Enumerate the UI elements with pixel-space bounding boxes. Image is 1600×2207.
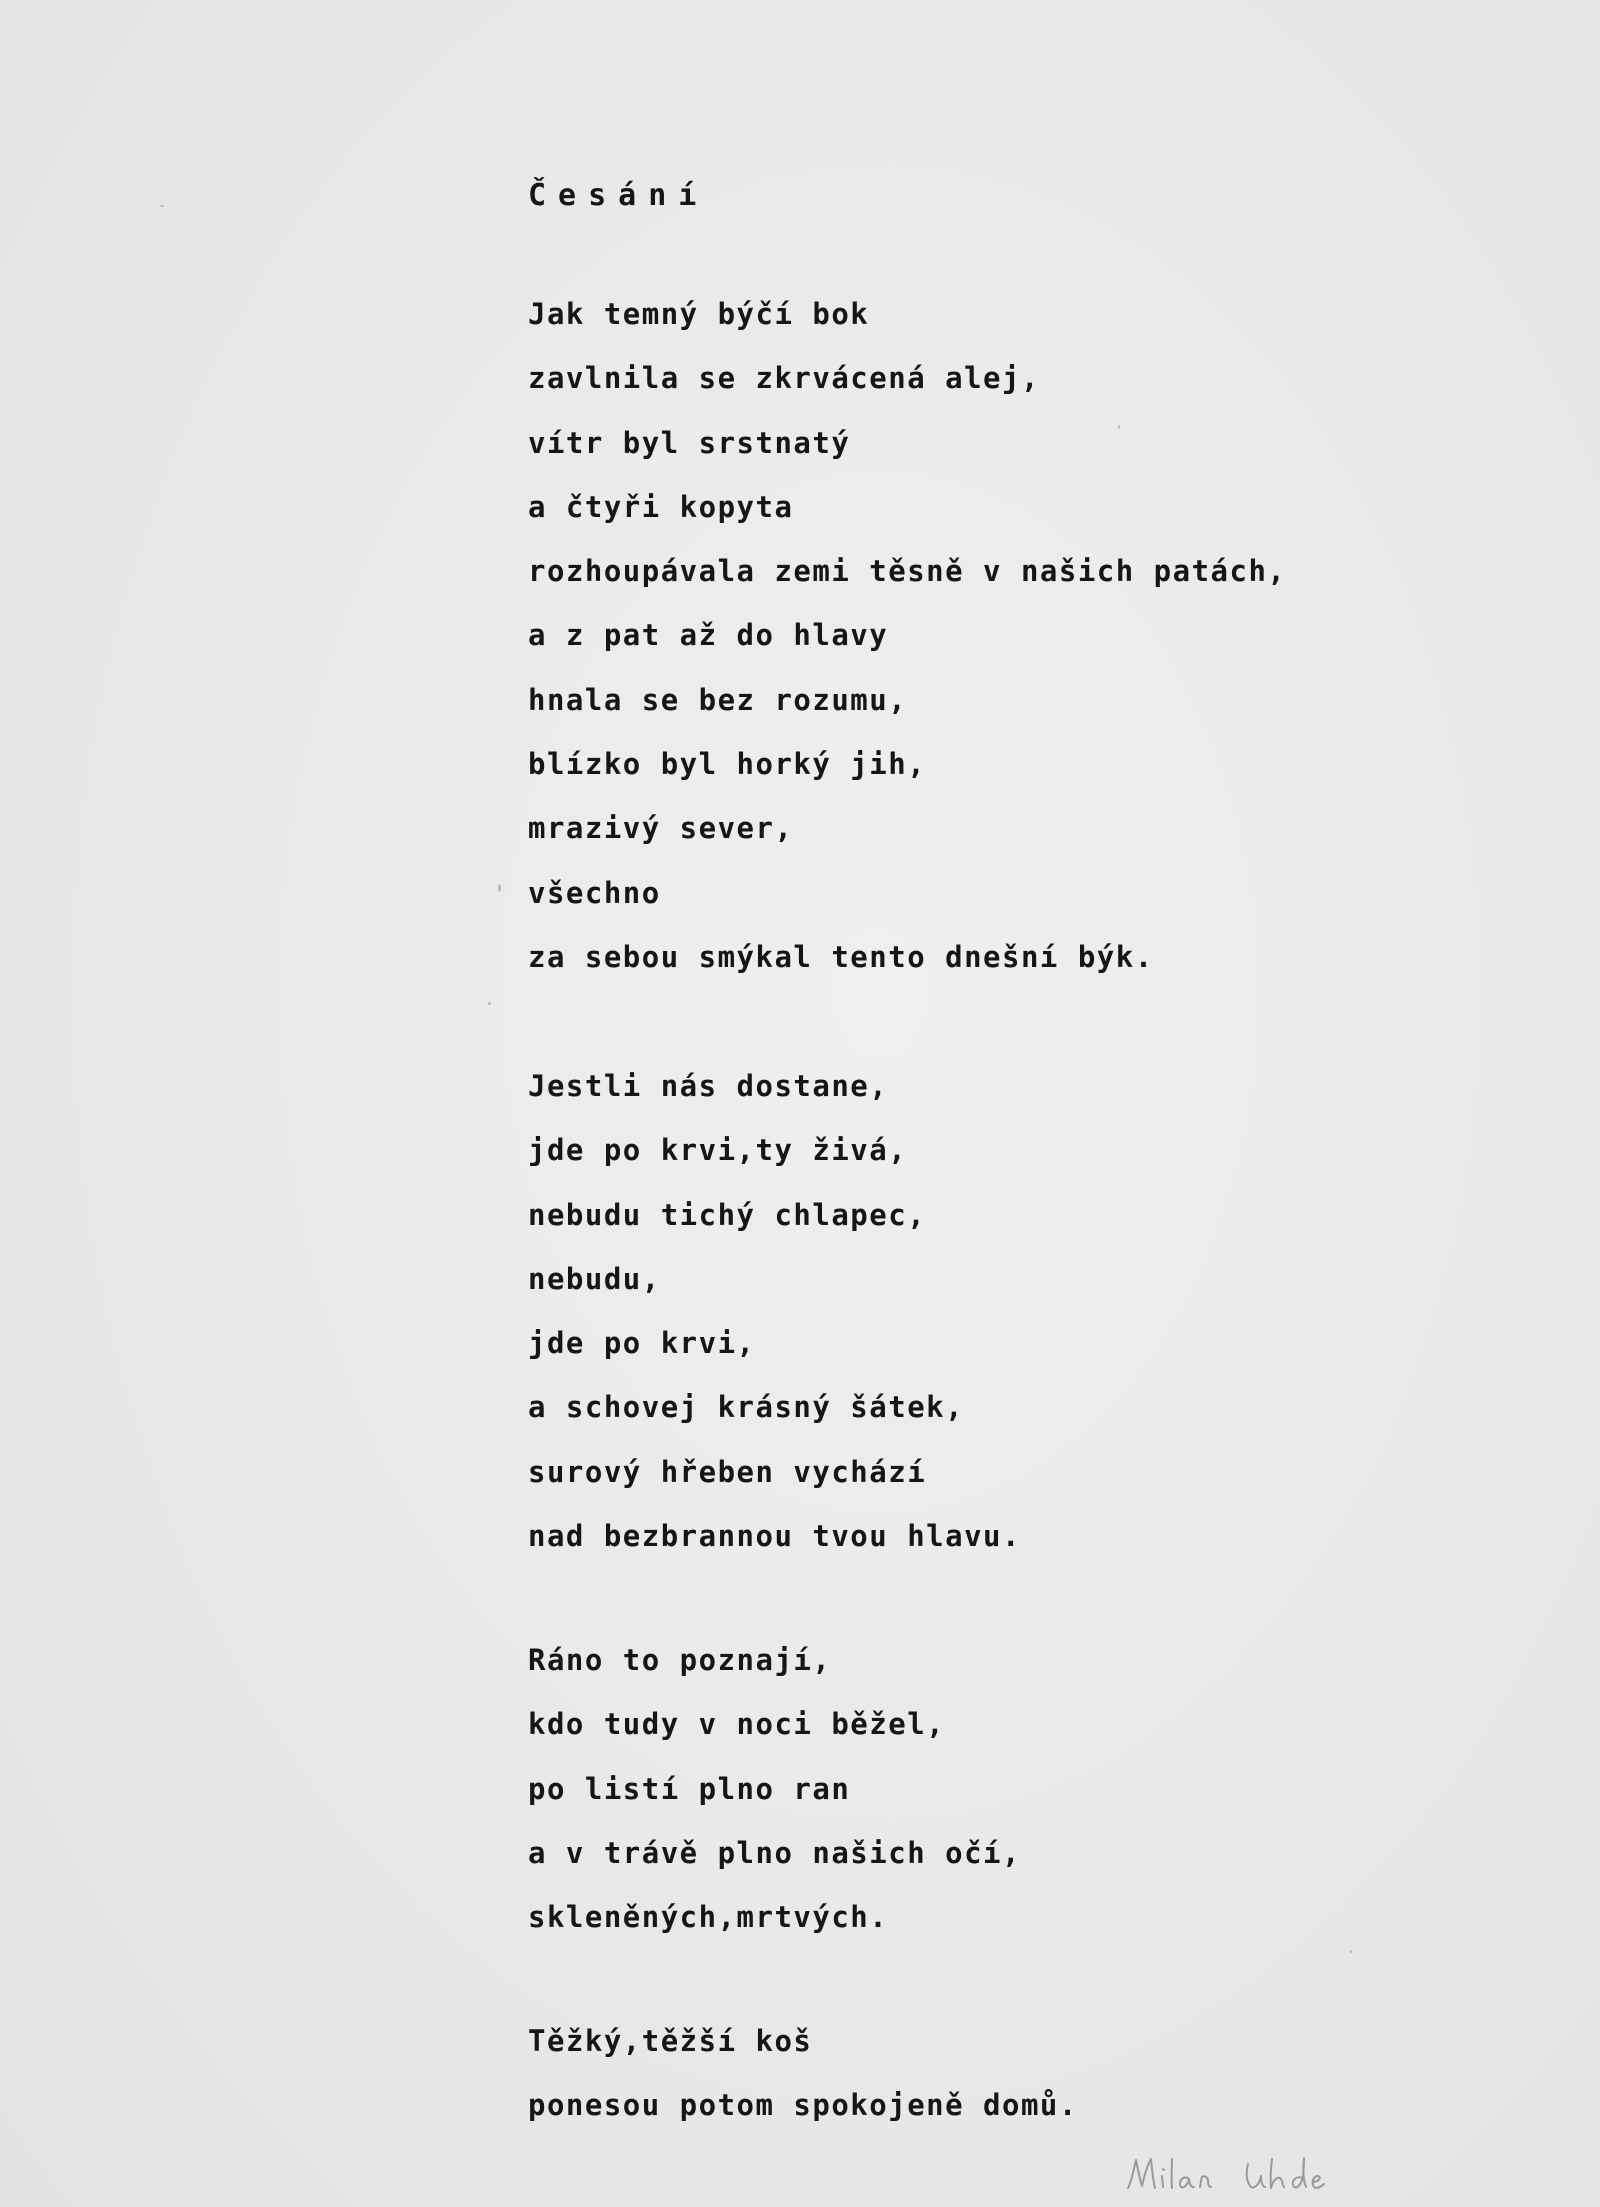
stanza-1: [528, 296, 1286, 1003]
poem-line: a v trávě plno našich očí,: [528, 1835, 1021, 1870]
poem-title: Česání: [528, 178, 709, 213]
paper-speck: [1350, 1950, 1352, 1953]
poem-line: surový hřeben vychází: [528, 1454, 927, 1489]
poem-line: jde po krvi,ty živá,: [528, 1133, 908, 1168]
poem-line: skleněných,mrtvých.: [528, 1900, 889, 1935]
paper-speck: [498, 884, 501, 892]
poem-line: zavlnila se zkrvácená alej,: [528, 361, 1040, 396]
poem-line: za sebou smýkal tento dnešní býk.: [528, 939, 1154, 974]
poem-line: Ráno to poznají,: [528, 1643, 832, 1677]
poem-line: kdo tudy v noci běžel,: [528, 1707, 946, 1742]
poem-line: vítr byl srstnatý: [528, 425, 851, 460]
poem-line: všechno: [528, 875, 661, 910]
paper-speck: [488, 1002, 491, 1005]
paper-speck: [160, 205, 164, 207]
poem-line: Jak temný býčí bok: [528, 297, 870, 331]
poem-line: Těžký,těžší koš: [528, 2024, 813, 2058]
poem-line: a z pat až do hlavy: [528, 618, 889, 653]
handwritten-signature: [1120, 2150, 1370, 2200]
poem-line: mrazivý sever,: [528, 811, 794, 846]
poem-line: a schovej krásný šátek,: [528, 1390, 965, 1425]
poem-line: nebudu,: [528, 1261, 661, 1296]
stanza-2: [528, 1068, 1021, 1582]
poem-line: nebudu tichý chlapec,: [528, 1197, 927, 1232]
stanza-3: [528, 1642, 1021, 1963]
poem-line: Jestli nás dostane,: [528, 1069, 889, 1103]
poem-line: hnala se bez rozumu,: [528, 682, 908, 717]
poem-line: blízko byl horký jih,: [528, 747, 927, 782]
poem-line: a čtyři kopyta: [528, 489, 794, 524]
poem-line: ponesou potom spokojeně domů.: [528, 2088, 1078, 2123]
poem-line: rozhoupávala zemi těsně v našich patách,: [528, 554, 1287, 589]
poem-line: nad bezbrannou tvou hlavu.: [528, 1519, 1021, 1554]
poem-line: po listí plno ran: [528, 1771, 851, 1806]
poem-line: jde po krvi,: [528, 1326, 756, 1361]
stanza-4: [528, 2023, 1078, 2152]
